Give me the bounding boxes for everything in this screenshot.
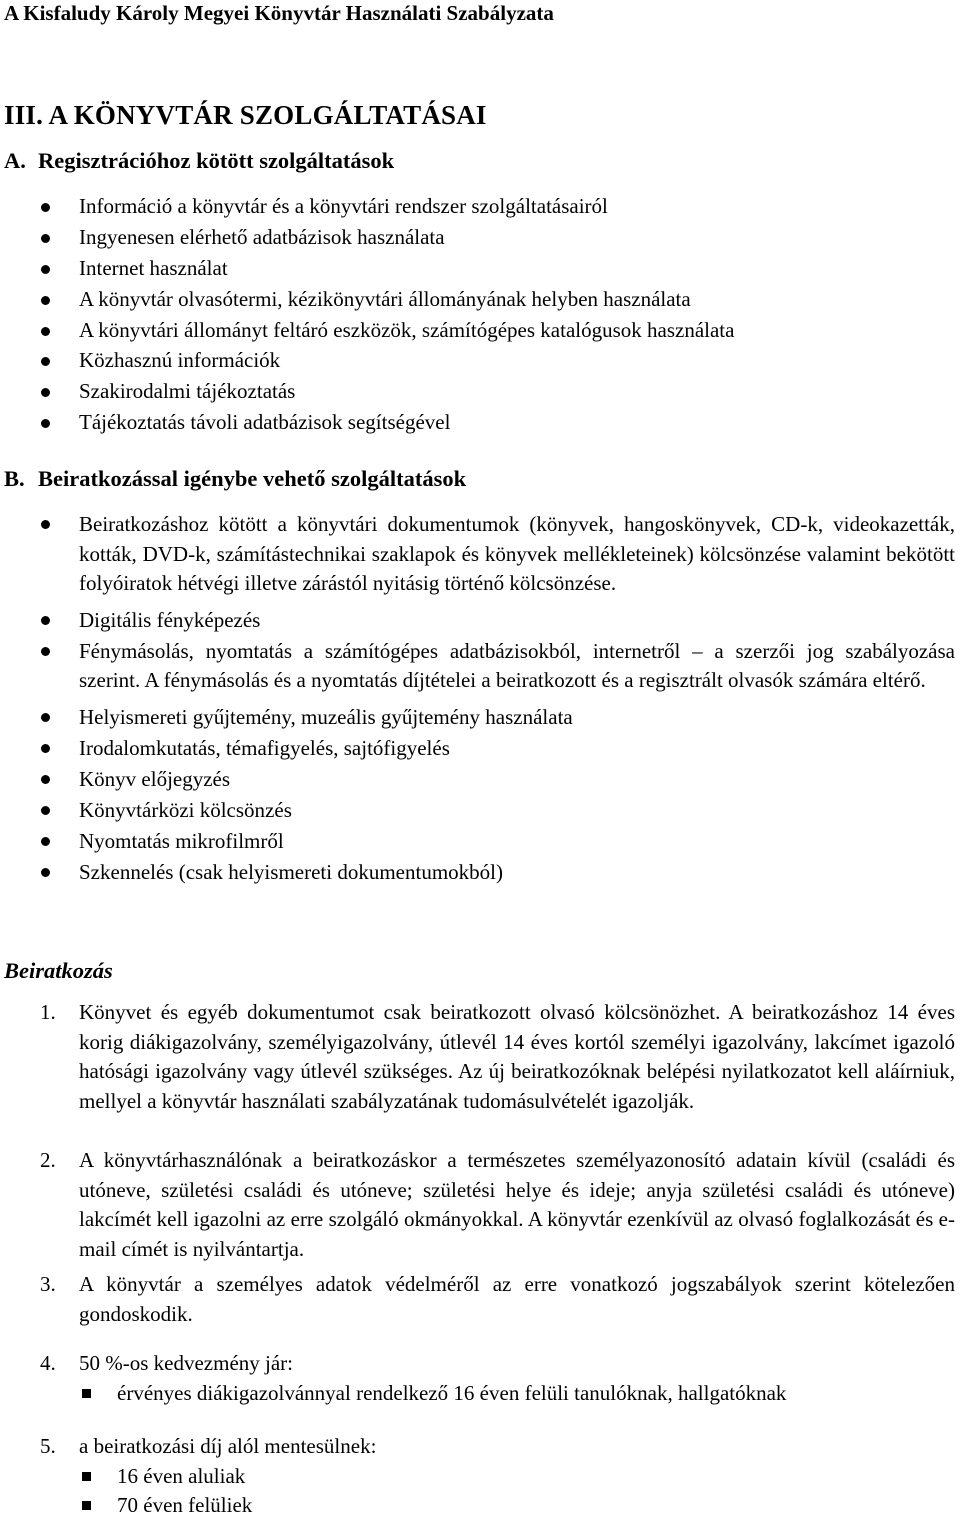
list-item (0, 606, 960, 637)
item-number: 5. (40, 1434, 56, 1458)
list-item (0, 734, 960, 765)
list-item (0, 510, 960, 599)
item-text: A könyvtár a személyes adatok védelméről az erre vonatkozó jogszabályok szerint kötelezően gondoskodik. (79, 1272, 955, 1326)
section-a-heading (4, 148, 394, 174)
bullet-icon (41, 837, 50, 846)
list-item (0, 225, 960, 256)
list-item-text: Fénymásolás, nyomtatás a számítógépes adatbázisokból, internetről – a szerzői jog szabályozása szerint. A fénymásolás és a nyomtatás díjtételei a beiratkozott és a regisztrált olvasók számára eltérő. (79, 638, 955, 692)
list-item (0, 348, 960, 379)
list-item-text: Szkennelés (csak helyismereti dokumentumokból) (79, 859, 503, 884)
section-b-heading (4, 466, 466, 492)
bullet-icon (41, 203, 50, 212)
list-item-text: Információ a könyvtár és a könyvtári rendszer szolgáltatásairól (79, 194, 608, 218)
sub-item (0, 1462, 960, 1492)
numbered-item (0, 1146, 960, 1264)
beiratkozas-list (0, 998, 960, 1521)
item-number: 1. (40, 1000, 56, 1024)
numbered-item (0, 998, 960, 1116)
bullet-icon (41, 327, 50, 336)
list-item (0, 858, 960, 889)
list-item (0, 796, 960, 827)
square-bullet-icon (82, 1501, 91, 1510)
sub-item-text: érvényes diákigazolvánnyal rendelkező 16 éven felüli tanulóknak, hallgatóknak (117, 1380, 787, 1405)
page-header: A Kisfaludy Károly Megyei Könyvtár Használati Szabályzata (4, 1, 554, 25)
list-item-text: Beiratkozáshoz kötött a könyvtári dokumentumok (könyvek, hangoskönyvek, CD-k, videokazetták, kották, DVD-k, számítástechnikai szaklapok és könyvek mellékleteinek) kölcsönzése valamint bekötött folyóiratok hétvégi illetve zárástól nyitásig történő kölcsönzése. (79, 512, 955, 595)
item-number: 4. (40, 1351, 56, 1375)
bullet-icon (41, 419, 50, 428)
list-item (0, 637, 960, 696)
list-item-text: Könyv előjegyzés (79, 766, 231, 791)
list-item-text: Internet használat (79, 255, 228, 280)
sub-item-text: 70 éven felüliek (117, 1493, 253, 1517)
bullet-icon (41, 296, 50, 305)
sub-item (0, 1491, 960, 1521)
list-item-text: Helyismereti gyűjtemény, muzeális gyűjtemény használata (79, 704, 573, 729)
list-item (0, 287, 960, 318)
numbered-item (0, 1270, 960, 1329)
list-item-text: Könyvtárközi kölcsönzés (79, 797, 292, 822)
list-item (0, 256, 960, 287)
section-a-title: Regisztrációhoz kötött szolgáltatások (38, 148, 395, 173)
section-a-list (0, 194, 960, 441)
list-item-text: Ingyenesen elérhető adatbázisok használata (79, 224, 445, 249)
list-item (0, 194, 960, 225)
numbered-item (0, 1349, 960, 1379)
item-number: 3. (40, 1272, 56, 1296)
section-b-label: B. (4, 466, 25, 491)
bullet-icon (41, 616, 50, 625)
bullet-icon (41, 775, 50, 784)
chapter-title: III. A KÖNYVTÁR SZOLGÁLTATÁSAI (4, 100, 487, 130)
list-item-text: Digitális fényképezés (79, 607, 261, 632)
list-item-text: Közhasznú információk (79, 348, 281, 373)
bullet-icon (41, 713, 50, 722)
list-item-text: Tájékoztatás távoli adatbázisok segítségével (79, 410, 451, 435)
list-item (0, 318, 960, 349)
section-b-title: Beiratkozással igénybe vehető szolgáltatások (38, 466, 467, 491)
list-item (0, 379, 960, 410)
sub-item-text: 16 éven aluliak (117, 1463, 246, 1488)
bullet-icon (41, 744, 50, 753)
item-text: 50 %-os kedvezmény jár: (79, 1351, 294, 1375)
list-item-text: A könyvtári állományt feltáró eszközök, számítógépes katalógusok használata (79, 317, 735, 342)
item-text: A könyvtárhasználónak a beiratkozáskor a természetes személyazonosító adatain kívül (családi és utóneve, születési családi és utóneve; születési helye és ideje; anyja születési családi és utóneve) lakcímét kell igazolni az erre szolgáló okmányokkal. A könyvtár ezenkívül az olvasó foglalkozását és e-mail címét is nyilvántartja. (79, 1148, 955, 1261)
bullet-icon (41, 388, 50, 397)
list-item (0, 703, 960, 734)
list-item-text: Szakirodalmi tájékoztatás (79, 379, 296, 404)
bullet-icon (41, 868, 50, 877)
list-item-text: A könyvtár olvasótermi, kézikönyvtári állományának helyben használata (79, 286, 691, 311)
list-item-text: Irodalomkutatás, témafigyelés, sajtófigyelés (79, 735, 450, 760)
square-bullet-icon (82, 1472, 91, 1481)
list-item (0, 827, 960, 858)
bullet-icon (41, 357, 50, 366)
item-text: a beiratkozási díj alól mentesülnek: (79, 1434, 377, 1458)
bullet-icon (41, 234, 50, 243)
bullet-icon (41, 265, 50, 274)
list-item-text: Nyomtatás mikrofilmről (79, 828, 284, 853)
bullet-icon (41, 520, 50, 529)
list-item (0, 410, 960, 441)
item-text: Könyvet és egyéb dokumentumot csak beiratkozott olvasó kölcsönözhet. A beiratkozáshoz 14 éves korig diákigazolvány, személyigazolvány, útlevél 14 éves kortól személyi igazolvány, lakcímet igazoló hatósági igazolvány vagy útlevél szükséges. Az új beiratkozóknak belépési nyilatkozatot kell aláírniuk, mellyel a könyvtár használati szabályzatának tudomásulvételét igazolják. (79, 1000, 955, 1113)
beiratkozas-heading: Beiratkozás (4, 958, 113, 983)
list-item (0, 765, 960, 796)
bullet-icon (41, 806, 50, 815)
section-b-list (0, 510, 960, 889)
square-bullet-icon (82, 1389, 91, 1398)
item-number: 2. (40, 1148, 56, 1172)
section-a-label: A. (4, 148, 26, 173)
numbered-item (0, 1432, 960, 1462)
bullet-icon (41, 647, 50, 656)
sub-item (0, 1379, 960, 1409)
